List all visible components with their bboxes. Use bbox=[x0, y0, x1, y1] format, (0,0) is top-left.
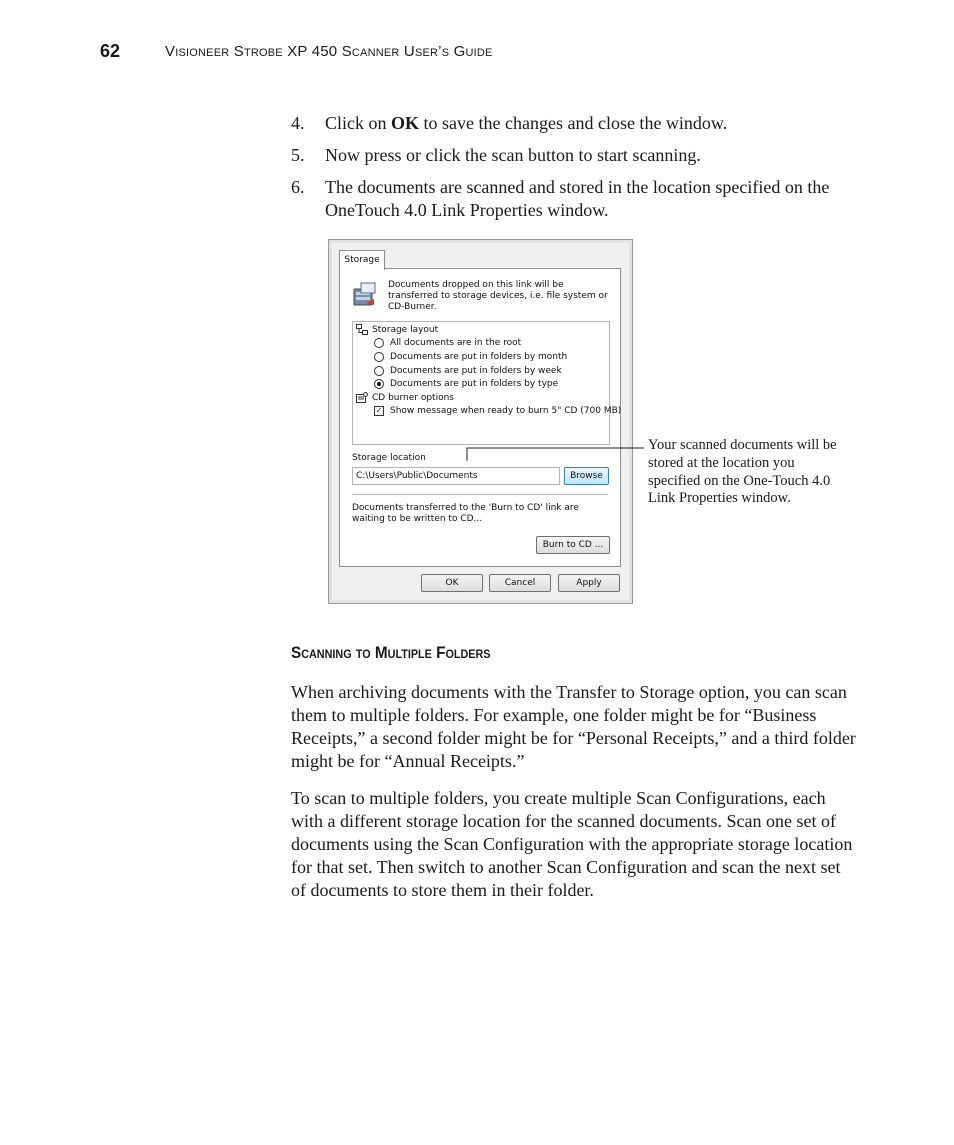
apply-button[interactable]: Apply bbox=[558, 574, 620, 592]
cancel-button[interactable]: Cancel bbox=[489, 574, 551, 592]
callout-text: Your scanned documents will be stored at the location you specified on the One-Touch 4.0 Link Properties window. bbox=[648, 437, 837, 507]
running-title: Visioneer Strobe XP 450 Scanner User’s Guide bbox=[165, 43, 493, 60]
step-text: Now press or click the scan button to start scanning. bbox=[325, 145, 701, 165]
storage-location-field[interactable]: C:\Users\Public\Documents bbox=[352, 467, 560, 485]
body-paragraph: To scan to multiple folders, you create multiple Scan Configurations, each with a different storage location for the scanned documents. Scan one set of documents using the Scan Configuration with the appropriate storage location for that set. Then switch to another Scan Configuration and scan the next set of documents to store them in their folder. bbox=[291, 788, 853, 900]
cd-burner-icon bbox=[356, 392, 368, 403]
radio-button[interactable] bbox=[374, 338, 384, 348]
step-number: 6. bbox=[291, 177, 305, 197]
page-number: 62 bbox=[100, 41, 121, 61]
ok-button[interactable]: OK bbox=[421, 574, 483, 592]
step-item bbox=[291, 144, 856, 167]
radio-button-selected[interactable] bbox=[374, 379, 384, 389]
radio-button[interactable] bbox=[374, 352, 384, 362]
storage-options-list: Storage layout All documents are in the root Documents are put in folders by month Documents are put in folders by week Documents are put in folders by type CD burner options ✓ Show message when ready to burn 5" CD (700 MB) bbox=[352, 321, 610, 445]
storage-properties-dialog bbox=[328, 239, 633, 604]
ok-emphasis: OK bbox=[391, 113, 420, 133]
storage-panel bbox=[339, 268, 621, 567]
storage-device-icon bbox=[352, 281, 378, 309]
callout-leader-line bbox=[466, 447, 646, 462]
section-heading: Scanning to Multiple Folders bbox=[291, 643, 491, 662]
body-paragraph: When archiving documents with the Transfer to Storage option, you can scan them to multiple folders. For example, one folder might be for “Business Receipts,” a second folder might be for “Personal Receipts,” and a third folder might be for “Annual Receipts.” bbox=[291, 682, 856, 771]
folder-tree-icon bbox=[356, 324, 368, 335]
browse-button[interactable]: Browse bbox=[564, 467, 609, 485]
checkbox-checked[interactable]: ✓ bbox=[375, 406, 383, 415]
storage-info-text: Documents dropped on this link will be transferred to storage devices, i.e. file system or CD-Burner. bbox=[388, 280, 608, 312]
step-number: 5. bbox=[291, 145, 305, 165]
tab-storage[interactable]: Storage bbox=[339, 250, 385, 270]
divider bbox=[352, 494, 608, 495]
storage-location-label: Storage location bbox=[352, 453, 426, 463]
step-text: The documents are scanned and stored in the location specified on the OneTouch 4.0 Link Properties window. bbox=[325, 177, 830, 220]
radio-button[interactable] bbox=[374, 366, 384, 376]
burn-status-text: Documents transferred to the 'Burn to CD' link are waiting to be written to CD... bbox=[352, 503, 579, 524]
step-text: Click on OK to save the changes and close the window. bbox=[325, 113, 728, 133]
step-item bbox=[291, 112, 856, 135]
step-item bbox=[291, 176, 856, 222]
burn-to-cd-button[interactable]: Burn to CD ... bbox=[536, 536, 610, 554]
step-list bbox=[291, 112, 856, 231]
step-number: 4. bbox=[291, 113, 305, 133]
